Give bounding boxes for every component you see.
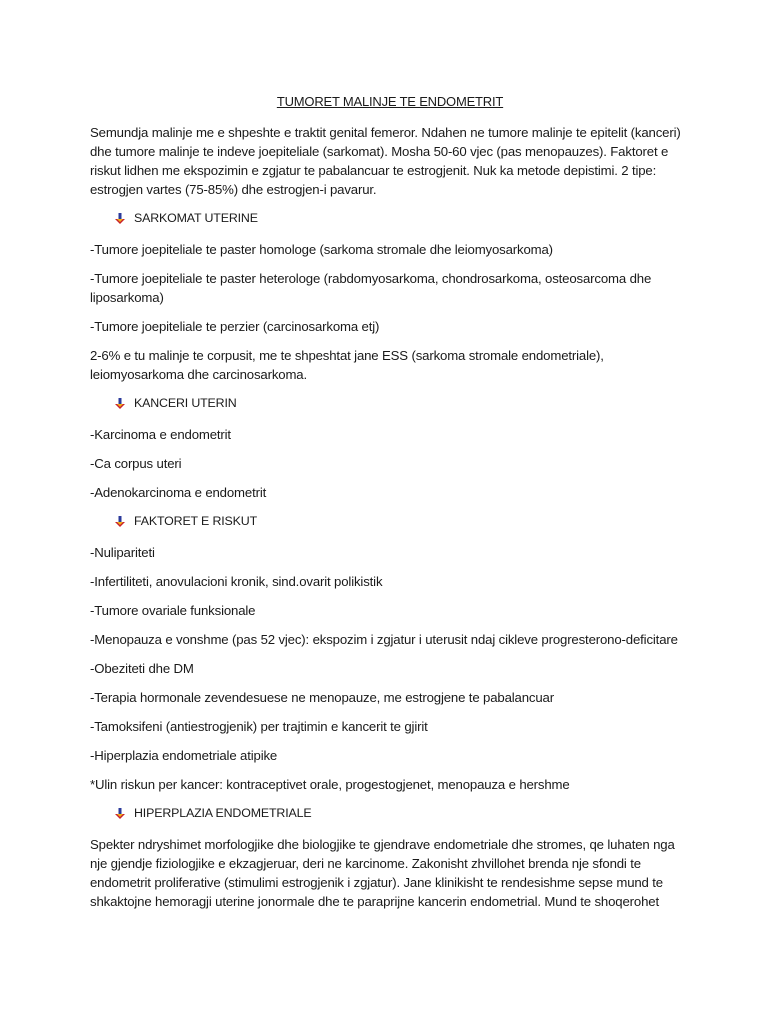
list-item: -Menopauza e vonshme (pas 52 vjec): ekspozim i zgjatur i uterusit ndaj cikleve progresterono-deficitare	[90, 632, 678, 647]
list-item: -Nulipariteti	[90, 545, 155, 560]
section-heading-kanceri	[90, 394, 690, 413]
list-item: -Hiperplazia endometriale atipike	[90, 748, 278, 763]
section-heading-label: SARKOMAT UTERINE	[134, 211, 258, 225]
list-item: -Terapia hormonale zevendesuese ne menopauze, me estrogjene te pabalancuar	[90, 690, 554, 705]
section-paragraph: Spekter ndryshimet morfologjike dhe biologjike te gjendrave endometriale dhe stromes, qe luhaten nga nje gjendje fiziologjike e ekzagjeruar, deri ne karcinome. Zakonisht zhvillohet brenda nje sfondi te endometrit proliferative (stimulimi estrogjenik i zgjatur). Jane klinikisht te rendesishme sepse mund te shkaktojne hemoragji uterine jonormale dhe te paraprijne kancerin endometrial. Mund te shoqerohet	[90, 837, 675, 909]
list-item: -Tamoksifeni (antiestrogjenik) per trajtimin e kancerit te gjirit	[90, 719, 428, 734]
section-heading-label: FAKTORET E RISKUT	[134, 514, 257, 528]
arrow-bullet-icon	[114, 398, 126, 410]
arrow-bullet-icon	[114, 516, 126, 528]
section-heading-label: HIPERPLAZIA ENDOMETRIALE	[134, 806, 312, 820]
section-note: 2-6% e tu malinje te corpusit, me te shpeshtat jane ESS (sarkoma stromale endometriale), leiomyosarkoma dhe carcinosarkoma.	[90, 348, 604, 382]
arrow-bullet-icon	[114, 213, 126, 225]
section-heading-label: KANCERI UTERIN	[134, 396, 237, 410]
list-item: -Obeziteti dhe DM	[90, 661, 194, 676]
list-item: -Tumore ovariale funksionale	[90, 603, 256, 618]
section-heading-faktoret	[90, 512, 690, 531]
list-item: -Ca corpus uteri	[90, 456, 182, 471]
list-item: -Tumore joepiteliale te perzier (carcinosarkoma etj)	[90, 319, 380, 334]
list-item: *Ulin riskun per kancer: kontraceptivet orale, progestogjenet, menopauza e hershme	[90, 777, 570, 792]
arrow-bullet-icon	[114, 808, 126, 820]
list-item: -Adenokarcinoma e endometrit	[90, 485, 267, 500]
list-item: -Karcinoma e endometrit	[90, 427, 231, 442]
intro-paragraph: Semundja malinje me e shpeshte e traktit genital femeror. Ndahen ne tumore malinje te epitelit (kanceri) dhe tumore malinje te indeve joepiteliale (sarkomat). Mosha 50-60 vjec (pas menopauzes). Faktoret e riskut lidhen me ekspozimin e zgjatur te pabalancuar te estrogjenit. Nuk ka metode depistimi. 2 tipe: estrogjen vartes (75-85%) dhe estrogjen-i pavarur.	[90, 125, 681, 197]
list-item: -Infertiliteti, anovulacioni kronik, sind.ovarit polikistik	[90, 574, 383, 589]
section-heading-sarkomat	[90, 209, 690, 228]
document-content	[90, 92, 690, 921]
document-title: TUMORET MALINJE TE ENDOMETRIT	[276, 94, 504, 109]
list-item: -Tumore joepiteliale te paster homologe (sarkoma stromale dhe leiomyosarkoma)	[90, 242, 553, 257]
section-heading-hiperplazia	[90, 804, 690, 823]
list-item: -Tumore joepiteliale te paster heterologe (rabdomyosarkoma, chondrosarkoma, osteosarcoma dhe liposarkoma)	[90, 271, 652, 305]
